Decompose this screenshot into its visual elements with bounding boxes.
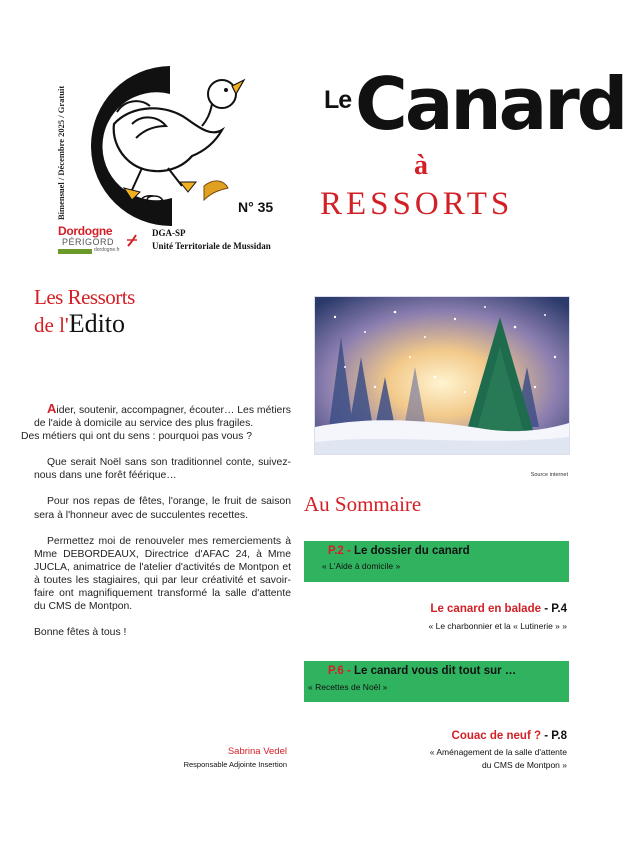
dept-logo-line1: Dordogne	[58, 224, 113, 238]
toc-page: P.2 -	[328, 545, 354, 557]
dordogne-perigord-logo	[58, 224, 142, 262]
toc-item-title	[430, 603, 567, 615]
toc-item-title	[452, 730, 567, 742]
edito-p1-line2: Des métiers qui ont du sens : pourquoi pas vous ?	[21, 431, 253, 443]
toc-page: - P.8	[541, 730, 567, 742]
edito-title-word: Edito	[68, 309, 126, 338]
toc-title-text: Le canard en balade	[430, 603, 541, 615]
toc-page: P.6 -	[328, 665, 354, 677]
toc-title-text: Couac de neuf ?	[451, 730, 541, 742]
edito-paragraph-2: Que serait Noël sans son traditionnel conte, suivez-nous dans une forêt féérique…	[34, 457, 291, 482]
edito-paragraph-5: Bonne fêtes à tous !	[34, 627, 127, 639]
title-ressorts: RESSORTS	[320, 186, 514, 222]
title-le: Le	[324, 86, 352, 114]
dept-logo-line2: PÉRIGORD	[62, 237, 115, 247]
toc-item-subtitle: « Recettes de Noël »	[308, 682, 388, 692]
duck-logo-illustration	[62, 64, 232, 228]
title-canard: Canard	[355, 62, 625, 146]
edito-paragraph-1	[21, 401, 291, 443]
toc-title-text: Le canard vous dit tout sur …	[354, 665, 517, 677]
edito-title-line2	[34, 309, 125, 339]
dept-logo-symbol	[126, 234, 138, 248]
issue-date-vertical: Bimensuel / Décembre 2025 / Gratuit	[56, 85, 66, 220]
toc-title-text: Le dossier du canard	[354, 545, 470, 557]
winter-forest-photo	[314, 296, 570, 455]
title-a: à	[414, 150, 428, 181]
toc-item-subtitle: « Le charbonnier et la « Lutinerie » »	[428, 621, 567, 631]
toc-item-p6[interactable]	[304, 661, 569, 702]
toc-item-p4[interactable]	[304, 601, 569, 637]
sommaire-title: Au Sommaire	[304, 492, 422, 516]
toc-item-p2[interactable]	[304, 541, 569, 582]
signature-name: Sabrina Vedel	[227, 746, 287, 757]
edito-paragraph-3: Pour nos repas de fêtes, l'orange, le fruit de saison sera à l'honneur avec de succulentes recettes.	[34, 496, 291, 521]
edito-body	[21, 401, 291, 652]
toc-item-title	[328, 545, 470, 557]
toc-page: - P.4	[541, 603, 567, 615]
toc-item-subtitle: « L'Aide à domicile »	[322, 561, 401, 571]
org-line1: DGA-SP	[152, 228, 186, 238]
edito-title-line1: Les Ressorts	[34, 285, 135, 309]
organization-block	[152, 227, 271, 253]
toc-item-title	[328, 665, 516, 677]
dept-logo-tag: dordogne.fr	[94, 247, 120, 253]
toc-item-subtitle-2: du CMS de Montpon »	[481, 760, 567, 770]
toc-item-p8[interactable]	[304, 728, 569, 776]
issue-number: N° 35	[238, 199, 274, 215]
dept-logo-bar	[58, 249, 92, 254]
toc-item-subtitle: « Aménagement de la salle d'attente	[429, 747, 567, 757]
signature-role: Responsable Adjointe Insertion	[183, 760, 287, 769]
org-line2: Unité Territoriale de Mussidan	[152, 241, 271, 251]
edito-p1-text: ider, soutenir, accompagner, écouter… Les métiers de l'aide à domicile au service des plus fragiles.	[34, 405, 291, 430]
edito-dropcap: A	[47, 401, 57, 416]
image-source-caption: Source internet	[530, 472, 568, 478]
edito-paragraph-4: Permettez moi de renouveler mes remerciements à Mme DEBORDEAUX, Directrice d'AFAC 24, à Mme JUCLA, animatrice de l'atelier d'activités de Montpon et à toutes les stagiaires, qui par leur créativité et savoir-faire ont magnifiquement transformé la salle d'attente du CMS de Montpon.	[34, 535, 291, 613]
edito-title-prefix: de l'	[34, 313, 69, 337]
